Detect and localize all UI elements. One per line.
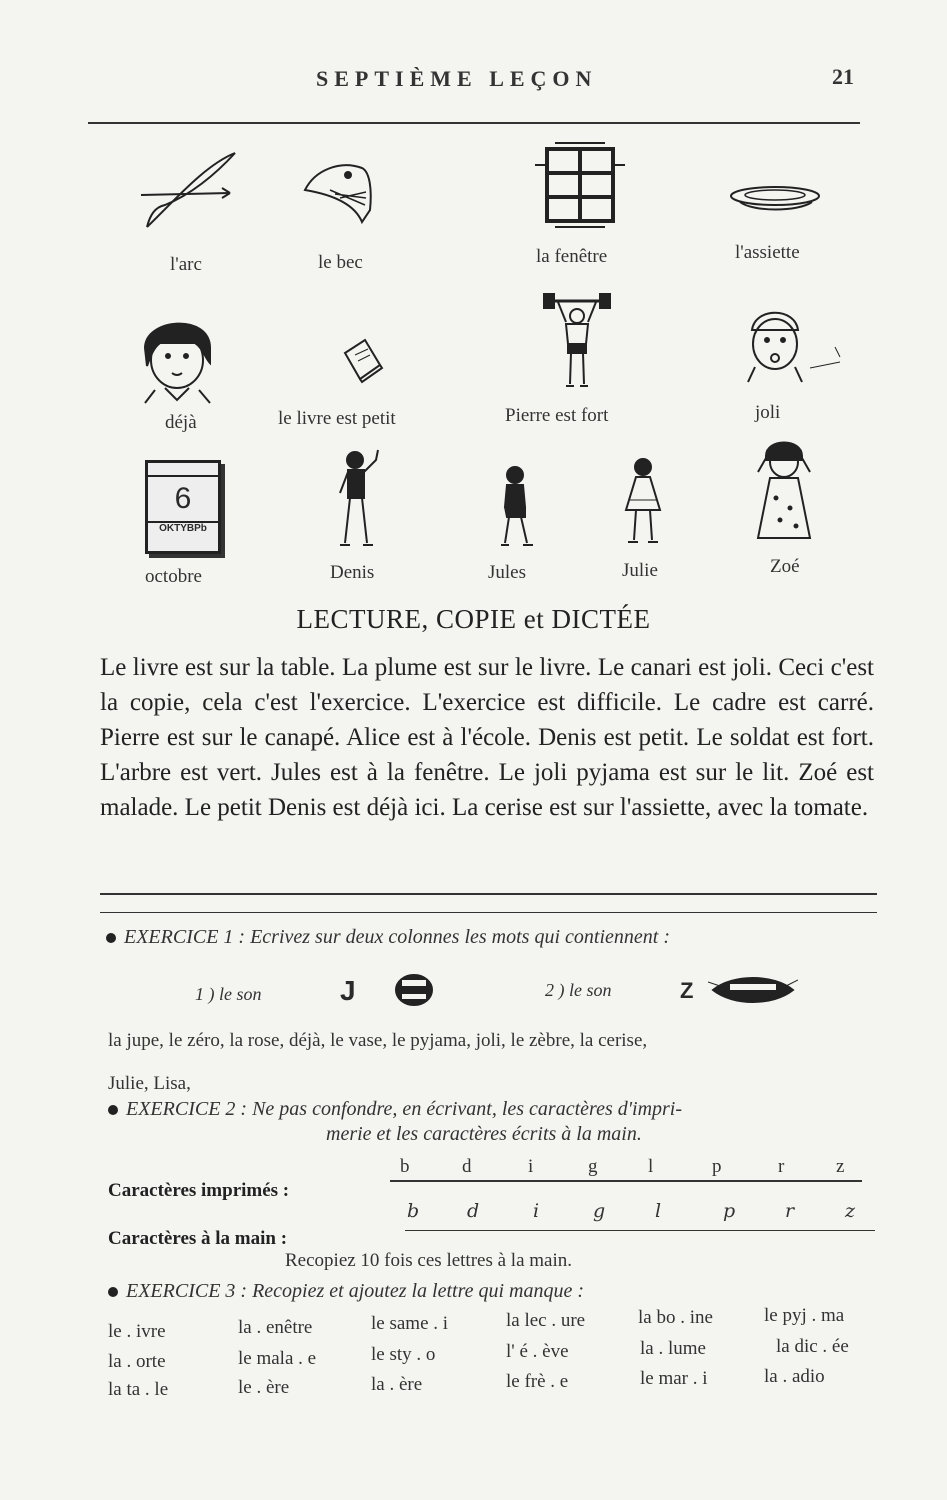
lesson-title: SEPTIÈME LEÇON bbox=[316, 66, 598, 91]
exercise1-words-line1: la jupe, le zéro, la rose, déjà, le vase, le pyjama, joli, le zèbre, la cerise, bbox=[108, 1030, 648, 1051]
exercise3-words bbox=[0, 1305, 947, 1405]
exercise3-word: la bo . ine bbox=[638, 1307, 713, 1328]
reading-title: LECTURE, COPIE et DICTÉE bbox=[296, 604, 651, 634]
section-rule-top bbox=[100, 893, 877, 895]
open-mouth-icon bbox=[392, 970, 437, 1010]
caption-zoe: Zoé bbox=[770, 556, 800, 577]
exercise1-sound1: 1 ) le son bbox=[195, 984, 262, 1004]
sound2-letter: Z bbox=[680, 978, 694, 1003]
exercise2-title-line2: merie et les caractères écrits à la main. bbox=[326, 1123, 642, 1145]
exercise3-title-text: EXERCICE 3 : Recopiez et ajoutez la lettre qui manque : bbox=[126, 1280, 585, 1302]
exercise2-title-text: EXERCICE 2 : Ne pas confondre, en écrivant, les caractères d'impri- bbox=[126, 1098, 683, 1120]
printed-letters-row bbox=[390, 1156, 862, 1182]
printed-letter: i bbox=[528, 1156, 534, 1177]
exercise3-word: le sty . o bbox=[371, 1344, 436, 1365]
reading-text: Le livre est sur la table. La plume est sur le livre. Le canari est joli. Ceci c'est la copie, cela c'est l'exercice. L'exercice est difficile. Le cadre est carré. Pierre est sur le canapé. Alice est à l'école. Denis est petit. Le soldat est fort. L'arbre est vert. Jules est à la fenêtre. Le joli pyjama est sur le lit. Zoé est malade. Le petit Denis est déjà ici. La cerise est sur l'assiette, avec la tomate. bbox=[100, 654, 874, 821]
window-icon bbox=[525, 135, 635, 230]
strongman-icon bbox=[540, 292, 615, 397]
exercise3-word: la . lume bbox=[640, 1338, 706, 1359]
boy-face-icon bbox=[740, 302, 845, 392]
handwritten-letter: b bbox=[407, 1200, 420, 1222]
exercise3-word: le frè . e bbox=[506, 1371, 569, 1392]
section-rule-bottom bbox=[100, 912, 877, 913]
printed-letter: z bbox=[836, 1156, 845, 1177]
bullet-icon bbox=[106, 933, 116, 943]
caption-julie: Julie bbox=[622, 560, 658, 581]
exercise1-title-text: EXERCICE 1 : Ecrivez sur deux colonnes les mots qui contiennent : bbox=[124, 926, 670, 948]
caption-assiette: l'assiette bbox=[735, 242, 800, 263]
printed-letter: l bbox=[648, 1156, 654, 1177]
caption-joli: joli bbox=[755, 402, 781, 423]
printed-letter: b bbox=[400, 1156, 410, 1177]
exercise3-word: le mar . i bbox=[640, 1368, 708, 1389]
handwritten-letter: z bbox=[845, 1200, 856, 1222]
printed-letter: d bbox=[462, 1156, 472, 1177]
girl-braids-icon bbox=[752, 438, 817, 543]
page-number: 21 bbox=[832, 64, 854, 89]
exercise3-word: l' é . ève bbox=[506, 1341, 569, 1362]
handwritten-letter: r bbox=[785, 1200, 795, 1222]
printed-letter: p bbox=[712, 1156, 722, 1177]
exercise3-word: la . enêtre bbox=[238, 1317, 313, 1338]
exercise3-word: le mala . e bbox=[238, 1348, 317, 1369]
header-rule bbox=[88, 122, 860, 124]
smiling-mouth-icon bbox=[708, 972, 798, 1008]
handwritten-letters-label: Caractères à la main : bbox=[108, 1228, 288, 1249]
exercise3-word: la . ère bbox=[371, 1374, 423, 1395]
handwritten-letter: l bbox=[655, 1200, 662, 1222]
sound1-letter: J bbox=[340, 975, 356, 1006]
exercise3-word: la dic . ée bbox=[776, 1336, 849, 1357]
printed-letter: r bbox=[778, 1156, 785, 1177]
exercise2-title bbox=[108, 1098, 682, 1121]
caption-deja: déjà bbox=[165, 412, 197, 433]
exercise3-word: la lec . ure bbox=[506, 1310, 586, 1331]
plate-icon bbox=[728, 180, 823, 215]
handwritten-letters-row bbox=[405, 1200, 875, 1231]
caption-fenetre: la fenêtre bbox=[536, 246, 608, 267]
exercise3-word: la . orte bbox=[108, 1351, 166, 1372]
exercise3-word: le pyj . ma bbox=[764, 1305, 845, 1326]
caption-jules: Jules bbox=[488, 562, 526, 583]
exercise1-words-line2: Julie, Lisa, bbox=[108, 1073, 191, 1094]
printed-letters-label: Caractères imprimés : bbox=[108, 1180, 290, 1201]
printed-letter: g bbox=[588, 1156, 598, 1177]
exercise3-title bbox=[108, 1280, 584, 1303]
boy-walking-icon bbox=[495, 465, 540, 550]
exercise3-word: la . adio bbox=[764, 1366, 825, 1387]
caption-arc: l'arc bbox=[170, 254, 202, 275]
caption-denis: Denis bbox=[330, 562, 375, 583]
exercise1-title bbox=[106, 926, 670, 949]
calendar-day: 6 bbox=[174, 482, 192, 515]
exercise3-word: le . ivre bbox=[108, 1321, 166, 1342]
handwritten-letter: g bbox=[593, 1200, 606, 1222]
handwritten-letter: d bbox=[467, 1200, 480, 1222]
exercise2-instruction: Recopiez 10 fois ces lettres à la main. bbox=[285, 1250, 573, 1271]
handwritten-letter: i bbox=[533, 1200, 540, 1222]
calendar-month: OKTYBPb bbox=[148, 521, 218, 534]
bullet-icon bbox=[108, 1287, 118, 1297]
girl-dress-icon bbox=[618, 455, 668, 545]
girl-face-icon bbox=[135, 308, 225, 408]
exercise3-word: le . ère bbox=[238, 1377, 290, 1398]
bow-arrow-icon bbox=[135, 145, 245, 235]
caption-bec: le bec bbox=[318, 252, 363, 273]
caption-livre: le livre est petit bbox=[278, 408, 396, 429]
boy-waving-icon bbox=[330, 448, 385, 550]
bullet-icon bbox=[108, 1105, 118, 1115]
book-icon bbox=[340, 335, 385, 385]
exercise3-word: le same . i bbox=[371, 1313, 449, 1334]
exercise1-sound2: 2 ) le son bbox=[545, 980, 612, 1000]
beak-icon bbox=[300, 150, 380, 230]
caption-pierre: Pierre est fort bbox=[505, 405, 609, 426]
caption-octobre: octobre bbox=[145, 566, 202, 587]
handwritten-letter: p bbox=[723, 1200, 736, 1222]
exercise3-word: la ta . le bbox=[108, 1379, 169, 1400]
calendar-icon bbox=[145, 460, 221, 554]
